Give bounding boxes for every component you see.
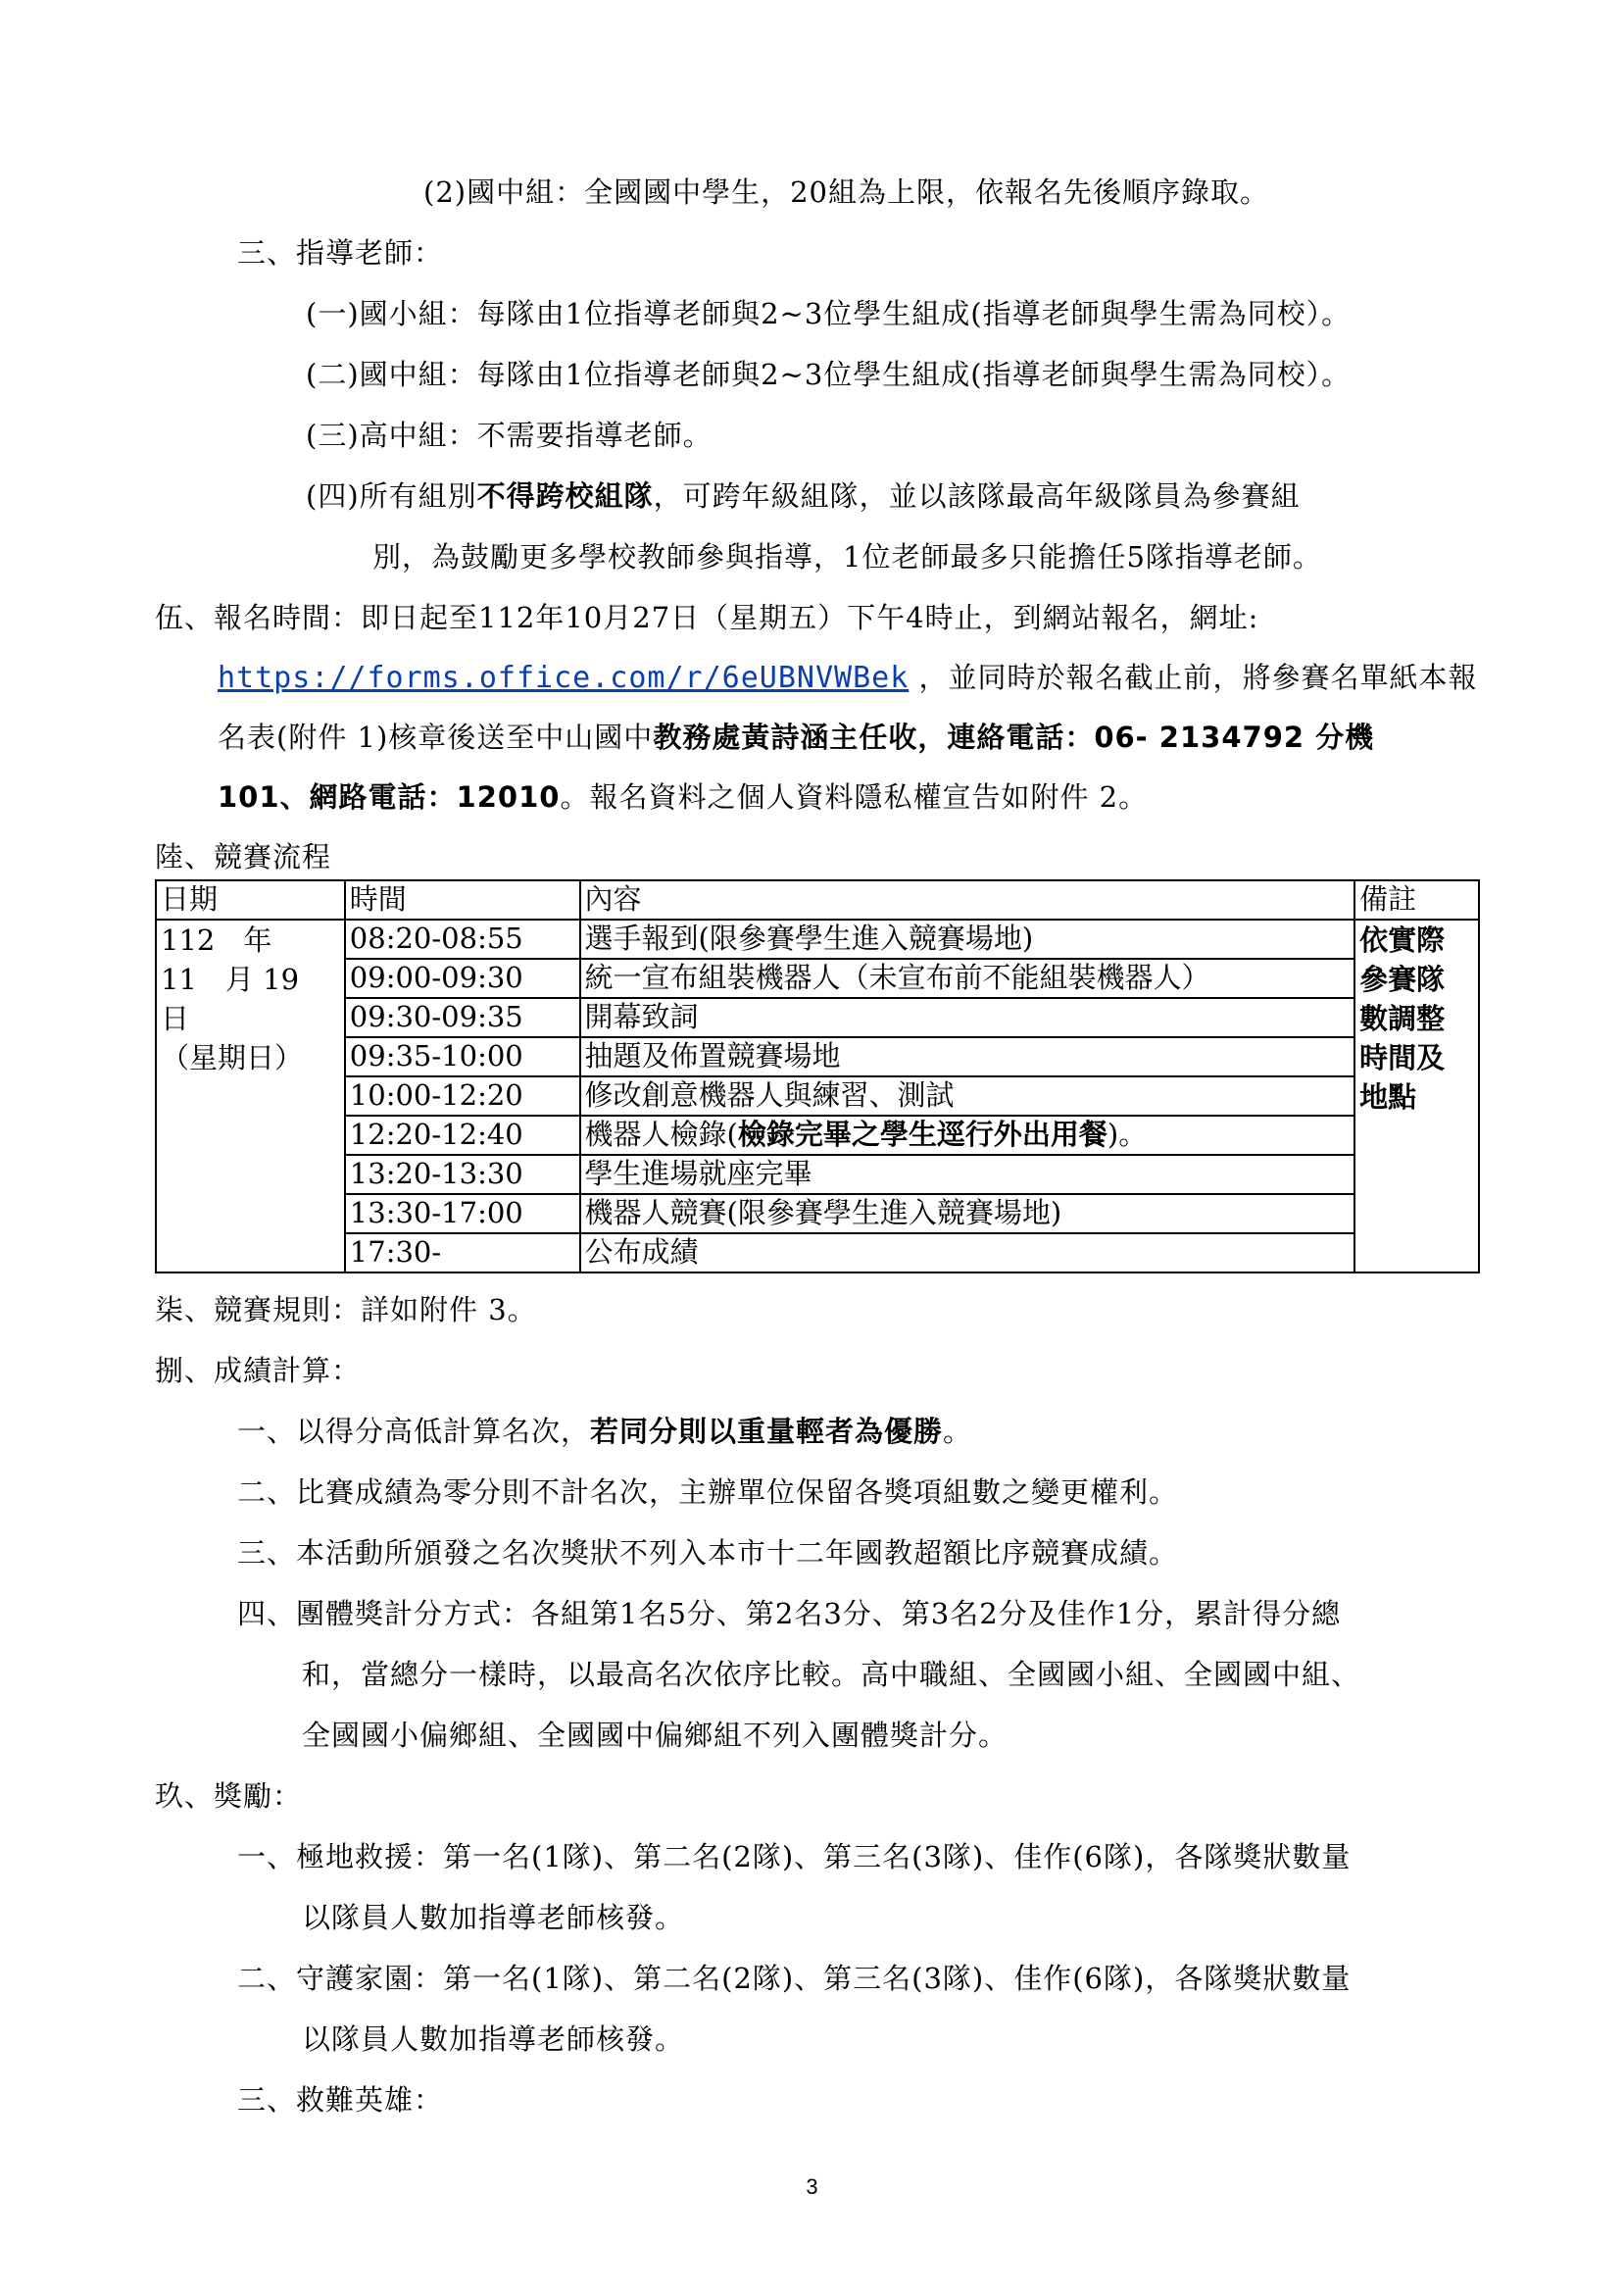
table-row [156, 1116, 1479, 1155]
section-heading: 捌、成績計算： [155, 1354, 362, 1387]
bold-text: 若同分則以重量輕者為優勝 [590, 1415, 944, 1448]
time-cell: 09:35-10:00 [345, 1037, 580, 1076]
time-cell: 09:30-09:35 [345, 998, 580, 1037]
text-line [218, 660, 1478, 696]
text-line: 三、本活動所頒發之名次獎狀不列入本市十二年國教超額比序競賽成績。 [237, 1536, 1179, 1570]
text-span: (四)所有組別 [306, 479, 477, 513]
text-span: 一、以得分高低計算名次， [237, 1415, 591, 1448]
text-span: 。 [943, 1415, 973, 1448]
text-line: 以隊員人數加指導老師核發。 [302, 1901, 685, 1934]
table-row [156, 1155, 1479, 1194]
date-cell [156, 920, 345, 1272]
bold-text: 不得跨校組隊 [476, 479, 654, 513]
time-cell: 12:20-12:40 [345, 1116, 580, 1155]
bold-text: 檢錄完畢之學生逕行外出用餐 [737, 1118, 1107, 1151]
bold-text: 教務處黃詩涵主任收，連絡電話：06- 2134792 分機 [653, 721, 1375, 754]
text-line: (二)國中組：每隊由1位指導老師與2~3位學生組成(指導老師與學生需為同校）。 [306, 358, 1352, 391]
table-row [156, 998, 1479, 1037]
content-cell: 修改創意機器人與練習、測試 [580, 1076, 1355, 1116]
content-cell: 學生進場就座完畢 [580, 1155, 1355, 1194]
time-cell: 13:30-17:00 [345, 1194, 580, 1233]
text-line: 三、救難英雄： [237, 2083, 444, 2117]
text-line: (三)高中組：不需要指導老師。 [306, 419, 713, 452]
text-line: 一、極地救援：第一名(1隊)、第二名(2隊)、第三名(3隊)、佳作(6隊)，各隊獎狀數量 [237, 1840, 1352, 1873]
time-cell: 13:20-13:30 [345, 1155, 580, 1194]
note-line: 時間及 [1359, 1041, 1446, 1074]
table-row [156, 1194, 1479, 1233]
text-line: 二、比賽成績為零分則不計名次，主辦單位保留各獎項組數之變更權利。 [237, 1475, 1179, 1509]
content-cell: 機器人競賽(限參賽學生進入競賽場地) [580, 1194, 1355, 1233]
table-row [156, 920, 1479, 959]
text-line [306, 478, 1301, 514]
header-content: 內容 [580, 880, 1355, 920]
text-line: 別，為鼓勵更多學校教師參與指導，1位老師最多只能擔任5隊指導老師。 [372, 540, 1322, 574]
note-line: 參賽隊 [1359, 963, 1446, 996]
time-cell: 10:00-12:20 [345, 1076, 580, 1116]
text-span: 名表(附件 1)核章後送至中山國中 [218, 721, 654, 754]
time-cell: 17:30- [345, 1233, 580, 1272]
table-row [156, 1076, 1479, 1116]
note-line: 地點 [1359, 1080, 1417, 1114]
text-line: 四、團體獎計分方式：各組第1名5分、第2名3分、第3名2分及佳作1分，累計得分總 [237, 1597, 1342, 1630]
note-line: 數調整 [1359, 1002, 1446, 1035]
text-line [218, 720, 1374, 755]
content-cell: 選手報到(限參賽學生進入競賽場地) [580, 920, 1355, 959]
bold-text: 101、網路電話：12010 [218, 780, 561, 814]
content-cell: 抽題及佈置競賽場地 [580, 1037, 1355, 1076]
section-heading: 柒、競賽規則：詳如附件 3。 [155, 1293, 537, 1326]
date-line: 112 年 [161, 923, 272, 957]
time-cell: 08:20-08:55 [345, 920, 580, 959]
text-span: 。報名資料之個人資料隱私權宣告如附件 2。 [560, 780, 1149, 814]
header-note: 備註 [1354, 880, 1479, 920]
content-cell: 統一宣布組裝機器人（未宣布前不能組裝機器人） [580, 959, 1355, 998]
section-heading: 玖、獎勵： [155, 1779, 303, 1813]
table-header-row [156, 880, 1479, 920]
date-line: 11 月 19 日 [161, 963, 328, 1035]
header-time: 時間 [345, 880, 580, 920]
text-span: ，並同時於報名截止前，將參賽名單紙本報 [918, 661, 1478, 694]
text-line: (一)國小組：每隊由1位指導老師與2~3位學生組成(指導老師與學生需為同校）。 [306, 297, 1352, 330]
time-cell: 09:00-09:30 [345, 959, 580, 998]
text-span: 機器人檢錄( [584, 1118, 738, 1151]
content-cell: 公布成績 [580, 1233, 1355, 1272]
schedule-table [155, 879, 1480, 1273]
section-heading: 伍、報名時間：即日起至112年10月27日（星期五）下午4時止，到網站報名，網址: [155, 601, 1259, 634]
section-heading: 陸、競賽流程 [155, 840, 332, 873]
text-line [237, 1414, 972, 1449]
text-line: 全國國小偏鄉組、全國國中偏鄉組不列入團體獎計分。 [302, 1719, 1009, 1752]
content-cell: 開幕致詞 [580, 998, 1355, 1037]
note-cell [1354, 920, 1479, 1272]
content-cell [580, 1116, 1355, 1155]
text-span: )。 [1107, 1118, 1148, 1151]
text-line: (2)國中組：全國國中學生，20組為上限，依報名先後順序錄取。 [423, 175, 1269, 209]
section-heading: 三、指導老師： [237, 236, 444, 270]
table-row [156, 1233, 1479, 1272]
date-line: （星期日） [161, 1041, 304, 1074]
text-line [218, 779, 1148, 815]
table-row [156, 959, 1479, 998]
text-line: 以隊員人數加指導老師核發。 [302, 2022, 685, 2056]
note-line: 依實際 [1359, 923, 1446, 957]
text-span: ，可跨年級組隊，並以該隊最高年級隊員為參賽組 [653, 479, 1301, 513]
text-line: 二、守護家園：第一名(1隊)、第二名(2隊)、第三名(3隊)、佳作(6隊)，各隊獎狀數量 [237, 1962, 1352, 1995]
header-date: 日期 [156, 880, 345, 920]
table-row [156, 1037, 1479, 1076]
text-line: 和，當總分一樣時，以最高名次依序比較。高中職組、全國國小組、全國國中組、 [302, 1658, 1361, 1691]
page-number: 3 [806, 2174, 818, 2199]
registration-link[interactable]: https://forms.office.com/r/6eUBNVWBek [218, 661, 910, 695]
